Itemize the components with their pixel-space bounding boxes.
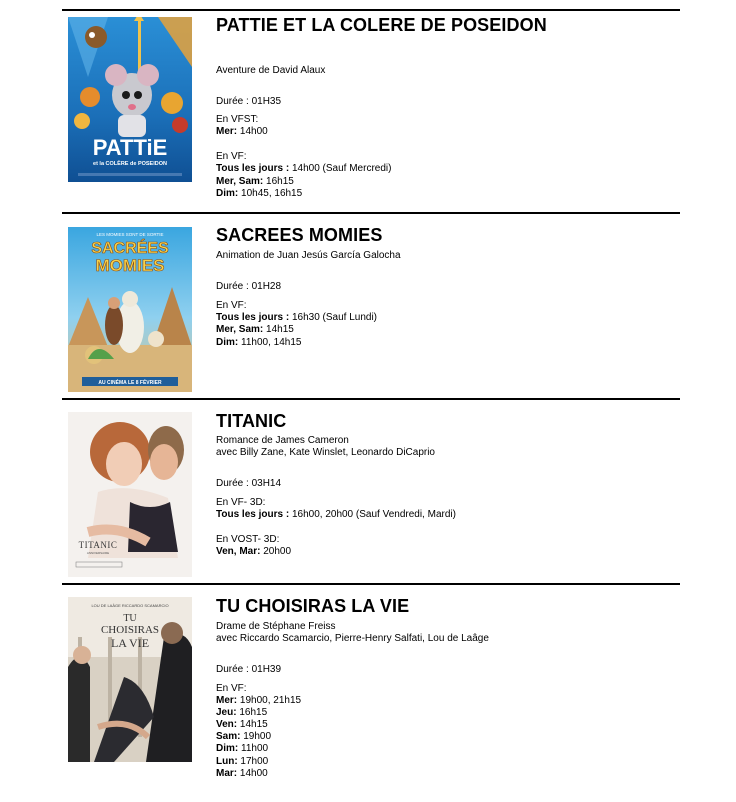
poster-sacrees-momies[interactable] [68, 227, 192, 392]
movie-genre-director: Drame de Stéphane Freiss [216, 621, 336, 632]
showtime-row [216, 756, 268, 768]
version-label: En VF- 3D: [216, 497, 266, 508]
showtime-times: 14h00 [237, 768, 268, 779]
poster-tu-choisiras-la-vie[interactable] [68, 597, 192, 762]
showtime-day: Tous les jours : [216, 509, 290, 520]
version-label: En VF: [216, 683, 247, 694]
movie-entry-tu-choisiras-la-vie [62, 583, 680, 802]
showtime-times: 14h15 [237, 719, 268, 730]
showtime-day: Mer: [216, 126, 238, 137]
poster-sacrees-momies-image [68, 227, 192, 392]
movie-cast: avec Riccardo Scamarcio, Pierre-Henry Salfati, Lou de Laâge [216, 633, 489, 644]
poster-pattie-subtitle: et la COLÈRE de POSEIDON [93, 161, 167, 167]
version-label: En VOST- 3D: [216, 534, 280, 545]
poster-tu-choisiras-title-1: TU [123, 613, 137, 624]
poster-sacrees-momies-tagline: LES MOMIES SONT DE SORTIE [96, 232, 164, 237]
showtime-row [216, 188, 302, 200]
poster-pattie-title: PATTiE [92, 135, 168, 160]
showtime-day: Ven: [216, 719, 238, 730]
showtime-row [216, 768, 268, 780]
movie-genre-director: Animation de Juan Jesús García Galocha [216, 250, 401, 261]
showtime-row [216, 509, 456, 521]
poster-pattie[interactable] [68, 17, 192, 182]
poster-titanic-sub: ANNIVERSAIRE [86, 551, 110, 555]
showtime-times: 16h15 [236, 707, 268, 718]
showtime-day: Jeu: [216, 707, 237, 718]
showtime-day: Mar: [216, 768, 238, 779]
poster-tu-choisiras-cast: LOU DE LAÂGE RICCARDO SCAMARCIO [91, 603, 169, 608]
showtime-times: 17h00 [237, 756, 269, 767]
showtime-times: 11h00 [238, 743, 269, 754]
showtime-day: Mer: [216, 695, 238, 706]
showtime-times: 10h45, 16h15 [238, 188, 303, 199]
showtime-day: Dim: [216, 743, 239, 754]
showtime-times: 14h00 [237, 126, 268, 137]
showtime-times: 16h00, 20h00 (Sauf Vendredi, Mardi) [289, 509, 456, 520]
movie-duration: Durée : 01H28 [216, 281, 282, 292]
showtime-row [216, 695, 301, 707]
poster-tu-choisiras-la-vie-image [68, 597, 192, 762]
movie-duration: Durée : 01H39 [216, 664, 282, 675]
movie-genre-director: Romance de James Cameron [216, 435, 349, 446]
movie-title[interactable]: PATTIE ET LA COLERE DE POSEIDON [216, 15, 547, 35]
movie-duration: Durée : 03H14 [216, 478, 282, 489]
version-label: En VFST: [216, 114, 259, 125]
poster-tu-choisiras-title-3: LA VIE [110, 636, 150, 650]
showtime-row [216, 312, 377, 324]
poster-tu-choisiras-title-2: CHOISIRAS [100, 624, 160, 636]
version-label: En VF: [216, 151, 247, 162]
movie-title[interactable]: SACREES MOMIES [216, 225, 383, 245]
movie-genre-director: Aventure de David Alaux [216, 65, 326, 76]
showtime-times: 16h30 (Sauf Lundi) [289, 312, 378, 323]
poster-sacrees-momies-title-1: SACRÉES [91, 240, 169, 257]
showtime-row [216, 126, 268, 138]
poster-pattie-image [68, 17, 192, 182]
showtime-day: Sam: [216, 731, 241, 742]
showtime-row [216, 176, 294, 188]
showtime-times: 16h15 [263, 176, 294, 187]
showtime-day: Dim: [216, 337, 239, 348]
showtime-row [216, 163, 391, 175]
movie-entry-sacrees-momies [62, 212, 680, 400]
showtime-day: Mer, Sam: [216, 324, 264, 335]
showtime-day: Mer, Sam: [216, 176, 264, 187]
showtime-row [216, 546, 291, 558]
poster-sacrees-momies-title-2: MOMIES [95, 256, 165, 275]
movie-cast: avec Billy Zane, Kate Winslet, Leonardo DiCaprio [216, 447, 435, 458]
showtime-day: Dim: [216, 188, 239, 199]
poster-titanic-title: TITANIC [78, 540, 118, 550]
poster-sacrees-momies-release: AU CINÉMA LE 8 FÉVRIER [98, 380, 162, 386]
movie-entry-titanic [62, 398, 680, 585]
showtime-times: 19h00, 21h15 [237, 695, 302, 706]
showtime-row [216, 337, 301, 349]
poster-titanic-image [68, 412, 192, 577]
showtime-day: Tous les jours : [216, 312, 290, 323]
movie-duration: Durée : 01H35 [216, 96, 282, 107]
showtime-times: 14h00 (Sauf Mercredi) [289, 163, 392, 174]
showtime-row [216, 719, 268, 731]
showtime-day: Tous les jours : [216, 163, 290, 174]
showtime-row [216, 743, 268, 755]
showtime-times: 20h00 [260, 546, 292, 557]
showtime-times: 14h15 [263, 324, 294, 335]
showtime-day: Ven, Mar: [216, 546, 261, 557]
version-label: En VF: [216, 300, 247, 311]
movie-title[interactable]: TU CHOISIRAS LA VIE [216, 596, 410, 616]
showtime-times: 11h00, 14h15 [238, 337, 302, 348]
movie-title[interactable]: TITANIC [216, 411, 287, 431]
showtime-day: Lun: [216, 756, 238, 767]
poster-titanic[interactable] [68, 412, 192, 577]
showtime-times: 19h00 [240, 731, 272, 742]
showtime-row [216, 324, 294, 336]
showtime-row [216, 707, 267, 719]
movie-entry-pattie [62, 9, 680, 214]
showtime-row [216, 731, 271, 743]
